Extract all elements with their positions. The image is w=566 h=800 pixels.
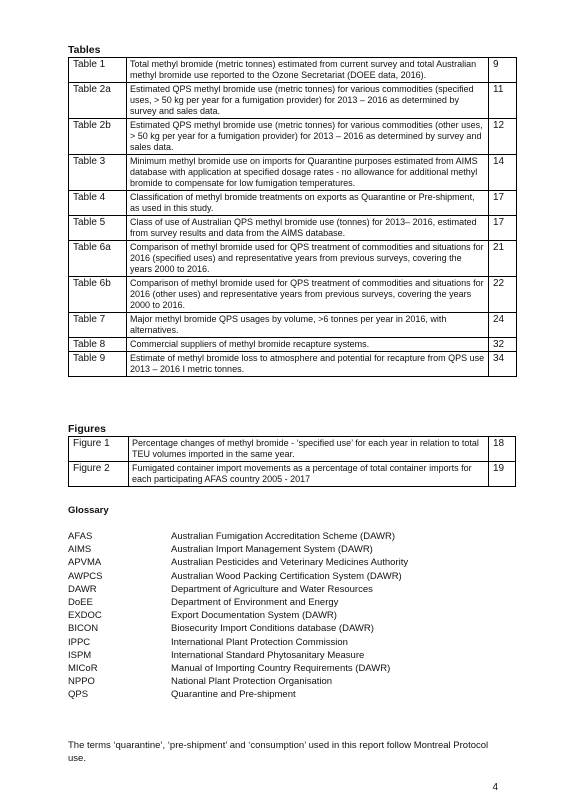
glossary-definition: Department of Environment and Energy <box>171 597 339 609</box>
glossary-entry <box>68 530 408 543</box>
table-entry-page: 9 <box>489 58 517 83</box>
glossary-term: DoEE <box>68 597 93 609</box>
table-entry <box>69 313 517 338</box>
glossary-term: ISPM <box>68 649 92 661</box>
glossary-entry <box>68 609 408 622</box>
glossary-term: IPPC <box>68 636 91 648</box>
figure-entry-description: Percentage changes of methyl bromide - ‘specified use’ for each year in relation to total TEU volumes imported in the same year. <box>129 437 489 462</box>
table-entry <box>69 352 517 377</box>
table-entry-page: 21 <box>489 241 517 277</box>
table-entry <box>69 119 517 155</box>
glossary-term: MICoR <box>68 663 98 675</box>
glossary-entry <box>68 596 408 609</box>
table-entry-page: 17 <box>489 191 517 216</box>
glossary-definition: Biosecurity Import Conditions database (DAWR) <box>171 623 374 635</box>
glossary-definition: International Plant Protection Commission <box>171 636 348 648</box>
glossary-term: BICON <box>68 623 99 635</box>
figure-entry-number: Figure 1 <box>69 437 129 462</box>
table-entry-number: Table 1 <box>69 58 127 83</box>
glossary-entry <box>68 649 408 662</box>
glossary-entry <box>68 662 408 675</box>
glossary-term: DAWR <box>68 583 97 595</box>
table-entry-number: Table 9 <box>69 352 127 377</box>
glossary-definition: National Plant Protection Organisation <box>171 676 333 688</box>
table-entry-description: Classification of methyl bromide treatments on exports as Quarantine or Pre-shipment, as used in this study. <box>127 191 489 216</box>
table-entry-description: Estimated QPS methyl bromide use (metric tonnes) for various commodities (specified uses, > 50 kg per year for a fumigation provider) for 2013 – 2016 as determined by survey and sales data. <box>127 83 489 119</box>
glossary-entry <box>68 543 408 556</box>
glossary-term: AIMS <box>68 544 92 556</box>
table-entry-description: Class of use of Australian QPS methyl bromide use (tonnes) for 2013– 2016, estimated from survey results and data from the AIMS database. <box>127 216 489 241</box>
table-entry-number: Table 4 <box>69 191 127 216</box>
table-entry-page: 11 <box>489 83 517 119</box>
table-entry-description: Total methyl bromide (metric tonnes) estimated from current survey and total Australian methyl bromide use reported to the Ozone Secretariat (DOEE data, 2016). <box>127 58 489 83</box>
glossary-definition: Quarantine and Pre-shipment <box>171 689 296 701</box>
table-entry-page: 34 <box>489 352 517 377</box>
tables-heading: Tables <box>68 44 101 56</box>
table-entry-description: Commercial suppliers of methyl bromide recapture systems. <box>127 338 489 352</box>
glossary-definition: Department of Agriculture and Water Resources <box>171 583 373 595</box>
table-entry-number: Table 5 <box>69 216 127 241</box>
glossary-entry <box>68 622 408 635</box>
terms-note: The terms ‘quarantine’, ‘pre-shipment’ and ‘consumption’ used in this report follow Montreal Protocol use. <box>68 740 489 764</box>
table-entry-description: Comparison of methyl bromide used for QPS treatment of commodities and situations for 2016 (other uses) and representative years from previous surveys, covering the years 2000 to 2016. <box>127 277 489 313</box>
table-entry <box>69 277 517 313</box>
glossary-entry <box>68 583 408 596</box>
table-entry <box>69 191 517 216</box>
glossary-definition: Manual of Importing Country Requirements (DAWR) <box>171 663 391 675</box>
table-entry-number: Table 3 <box>69 155 127 191</box>
glossary-term: APVMA <box>68 557 102 569</box>
glossary-entry <box>68 675 408 688</box>
table-entry-page: 17 <box>489 216 517 241</box>
glossary-term: NPPO <box>68 676 95 688</box>
table-entry-number: Table 8 <box>69 338 127 352</box>
table-entry <box>69 155 517 191</box>
glossary-entry <box>68 636 408 649</box>
table-entry-page: 12 <box>489 119 517 155</box>
glossary-entry <box>68 570 408 583</box>
table-entry-description: Comparison of methyl bromide used for QPS treatment of commodities and situations for 2016 (specified uses) and representative years from previous surveys, covering the years 2000 to 2016. <box>127 241 489 277</box>
glossary-definition: Australian Wood Packing Certification System (DAWR) <box>171 570 402 582</box>
table-entry-description: Estimated QPS methyl bromide use (metric tonnes) for various commodities (other uses, > 50 kg per year for a fumigation provider) for 2013 – 2016 as determined by survey and sales data. <box>127 119 489 155</box>
figure-entry <box>69 462 516 487</box>
figure-entry <box>69 437 516 462</box>
table-entry-number: Table 2a <box>69 83 127 119</box>
table-entry-page: 32 <box>489 338 517 352</box>
table-entry <box>69 83 517 119</box>
glossary-term: QPS <box>68 689 89 701</box>
table-entry-number: Table 6a <box>69 241 127 277</box>
table-entry-number: Table 6b <box>69 277 127 313</box>
table-entry-description: Minimum methyl bromide use on imports for Quarantine purposes estimated from AIMS database with application at specified dosage rates - no allowance for additional methyl bromide to compensate for low fumigation temperatures. <box>127 155 489 191</box>
tables-list <box>68 57 517 377</box>
glossary-term: EXDOC <box>68 610 102 622</box>
table-entry-description: Major methyl bromide QPS usages by volume, >6 tonnes per year in 2016, with alternatives. <box>127 313 489 338</box>
figure-entry-number: Figure 2 <box>69 462 129 487</box>
table-entry <box>69 58 517 83</box>
glossary-term: AWPCS <box>68 570 103 582</box>
figures-heading: Figures <box>68 423 106 435</box>
table-entry-number: Table 2b <box>69 119 127 155</box>
glossary-definition: Australian Pesticides and Veterinary Medicines Authority <box>171 557 409 569</box>
figure-entry-description: Fumigated container import movements as a percentage of total container imports for each participating AFAS country 2005 - 2017 <box>129 462 489 487</box>
figures-list <box>68 436 516 487</box>
figure-entry-page: 18 <box>489 437 516 462</box>
glossary-term: AFAS <box>68 531 93 542</box>
glossary-list <box>68 530 408 702</box>
glossary-definition: Australian Fumigation Accreditation Scheme (DAWR) <box>171 531 396 542</box>
table-entry-page: 24 <box>489 313 517 338</box>
glossary-entry <box>68 688 408 701</box>
glossary-definition: International Standard Phytosanitary Measure <box>171 649 365 661</box>
table-entry <box>69 216 517 241</box>
glossary-definition: Australian Import Management System (DAWR) <box>171 544 373 556</box>
table-entry-page: 22 <box>489 277 517 313</box>
table-entry-description: Estimate of methyl bromide loss to atmosphere and potential for recapture from QPS use 2013 – 2016 I metric tonnes. <box>127 352 489 377</box>
table-entry <box>69 338 517 352</box>
glossary-heading: Glossary <box>68 505 109 516</box>
table-entry-page: 14 <box>489 155 517 191</box>
table-entry-number: Table 7 <box>69 313 127 338</box>
glossary-entry <box>68 556 408 569</box>
page-number: 4 <box>492 782 498 793</box>
glossary-definition: Export Documentation System (DAWR) <box>171 610 337 622</box>
figure-entry-page: 19 <box>489 462 516 487</box>
table-entry <box>69 241 517 277</box>
